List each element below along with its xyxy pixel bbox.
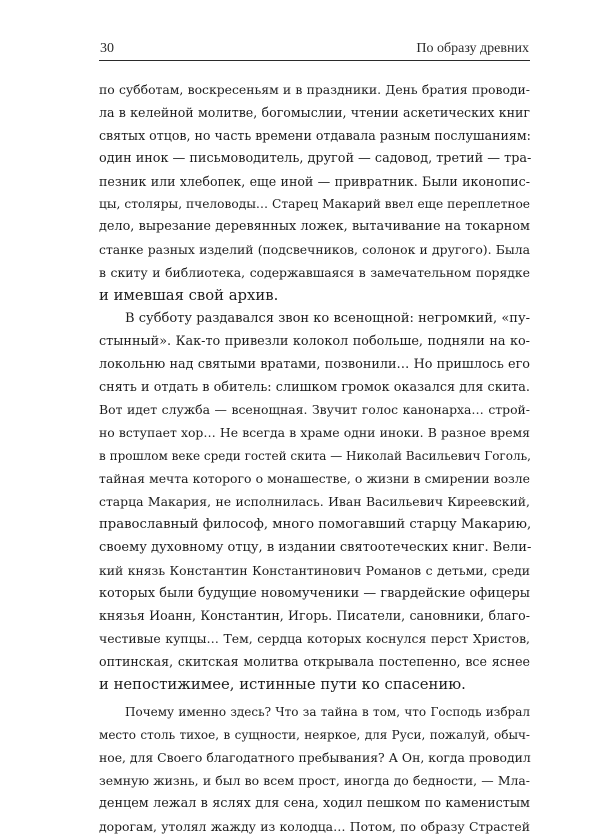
text-line: в прошлом веке среди гостей скита — Николай Васильевич Гоголь,: [99, 445, 530, 468]
text-line: Вот идет служба — всенощная. Звучит голос канонарха… строй-: [99, 399, 530, 422]
text-line: денцем лежал в яслях для сена, ходил пешком по каменистым: [99, 793, 530, 816]
paragraph: [99, 79, 530, 308]
text-line: пезник или хлебопек, еще иной — привратник. Были иконопис-: [99, 171, 530, 194]
text-line: один инок — письмоводитель, другой — садовод, третий — тра-: [99, 148, 530, 171]
text-line: станке разных изделий (подсвечников, солонок и другого). Была: [99, 239, 530, 262]
paragraph: [99, 701, 530, 838]
text-line: стынный». Как-то привезли колокол побольше, подняли на ко-: [99, 331, 530, 354]
text-line: Почему именно здесь? Что за тайна в том, что Господь избрал: [99, 701, 530, 724]
text-line: земную жизнь, и был во всем прост, иногда до бедности, — Мла-: [99, 770, 530, 793]
text-line: место столь тихое, в сущности, неяркое, для Руси, пожалуй, обыч-: [99, 724, 530, 747]
text-line: ла в келейной молитве, богомыслии, чтении аскетических книг: [99, 102, 530, 125]
text-line: святых отцов, но часть времени отдавала разным послушаниям:: [99, 125, 530, 148]
paragraph: [99, 308, 530, 697]
text-line: локольню над святыми вратами, позвонили… Но пришлось его: [99, 354, 530, 377]
text-line: В субботу раздавался звон ко всенощной: негромкий, «пу-: [99, 308, 530, 331]
running-header: [99, 38, 530, 61]
text-line: ное, для Своего благодатного пребывания? А Он, когда проводил: [99, 747, 530, 770]
text-line: князья Иоанн, Константин, Игорь. Писатели, сановники, благо-: [99, 605, 530, 628]
text-line: оптинская, скитская молитва открывала постепенно, все яснее: [99, 651, 530, 674]
text-line: честивые купцы… Тем, сердца которых коснулся перст Христов,: [99, 628, 530, 651]
text-line: снять и отдать в обитель: слишком громок оказался для скита.: [99, 377, 530, 400]
text-line: по субботам, воскресеньям и в праздники. День братия проводи-: [99, 79, 530, 102]
text-line: но вступает хор… Не всегда в храме одни иноки. В разное время: [99, 422, 530, 445]
text-line: которых были будущие новомученики — гвардейские офицеры: [99, 583, 530, 606]
text-line: в скиту и библиотека, содержавшаяся в замечательном порядке: [99, 262, 530, 285]
text-line: кий князь Константин Константинович Романов с детьми, среди: [99, 560, 530, 583]
text-line: старца Макария, не исполнилась. Иван Васильевич Киреевский,: [99, 491, 530, 514]
text-line: своему духовному отцу, в издании святоотеческих книг. Вели-: [99, 537, 530, 560]
text-line: цы, столяры, пчеловоды… Старец Макарий ввел еще переплетное: [99, 193, 530, 216]
page-number: 30: [100, 41, 114, 57]
text-line: и имевшая свой архив.: [99, 285, 530, 308]
text-line: дело, вырезание деревянных ложек, вытачивание на токарном: [99, 216, 530, 239]
text-line: и непостижимее, истинные пути ко спасению.: [99, 674, 530, 697]
running-title: По образу древних: [416, 41, 529, 57]
body-text: [99, 79, 530, 838]
text-line: тайная мечта которого о монашестве, о жизни в смирении возле: [99, 468, 530, 491]
text-line: православный философ, много помогавший старцу Макарию,: [99, 514, 530, 537]
text-line: дорогам, утолял жажду из колодца… Потом, по образу Страстей: [99, 816, 530, 838]
